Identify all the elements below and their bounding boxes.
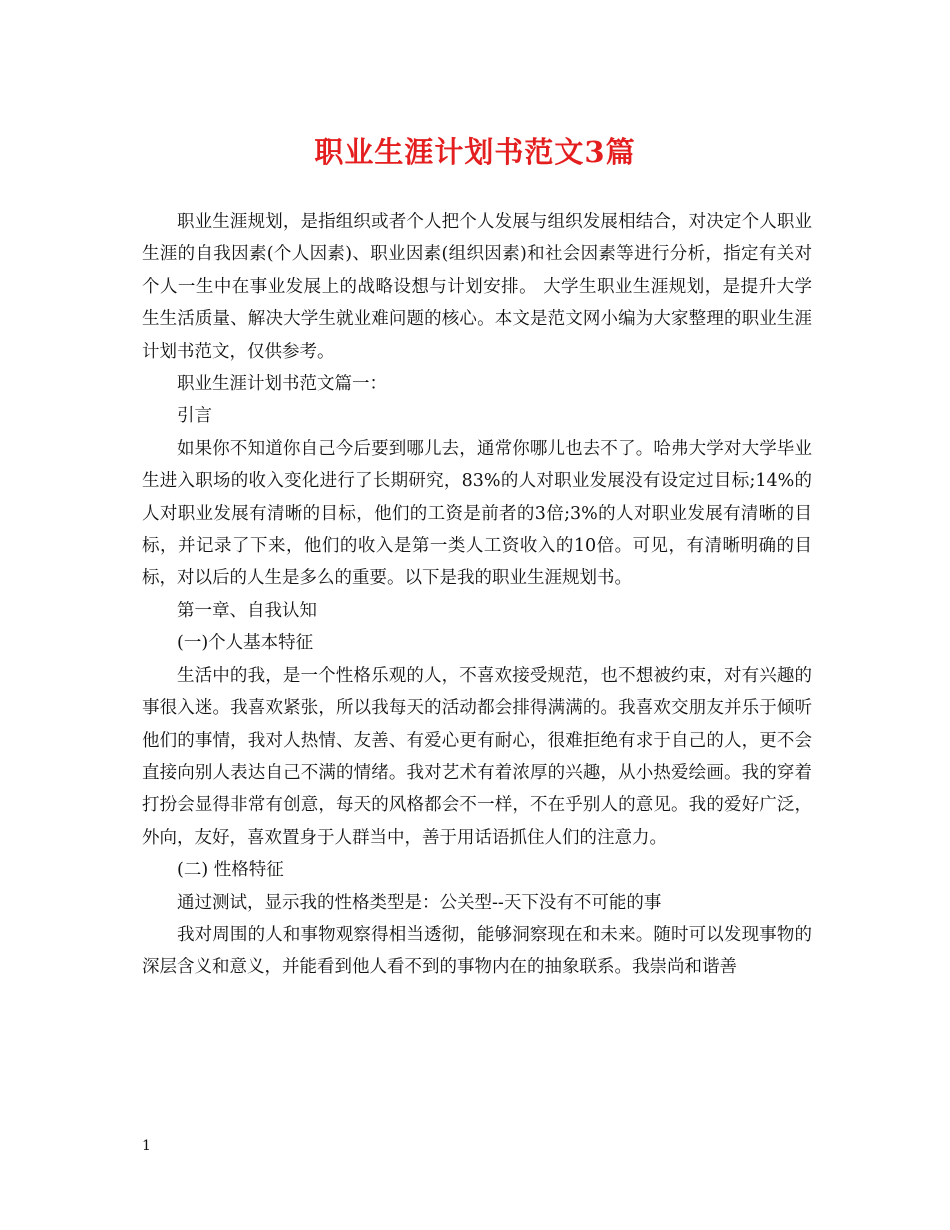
paragraph-observation: 我对周围的人和事物观察得相当透彻，能够洞察现在和未来。随时可以发现事物的深层含义和意义，并能看到他人看不到的事物内在的抽象联系。我崇尚和谐善	[142, 924, 812, 978]
paragraph-subheading-personality: (二) 性格特征	[177, 860, 284, 881]
page-number: 1	[142, 1138, 151, 1154]
paragraph-harvard-study: 如果你不知道你自己今后要到哪儿去，通常你哪儿也去不了。哈弗大学对大学毕业生进入职场的收入变化进行了长期研究，83%的人对职业发展没有设定过目标;14%的人对职业发展有清晰的目标，他们的工资是前者的3倍;3%的人对职业发展有清晰的目标，并记录了下来，他们的收入是第一类人工资收入的10倍。可见，有清晰明确的目标，对以后的人生是多么的重要。以下是我的职业生涯规划书。	[142, 438, 812, 589]
paragraph-section-heading: 职业生涯计划书范文篇一：	[177, 374, 387, 395]
document-body	[142, 206, 812, 984]
document-title: 职业生涯计划书范文3篇	[314, 135, 636, 169]
paragraph-test-result: 通过测试，显示我的性格类型是：公关型--天下没有不可能的事	[177, 892, 662, 913]
paragraph-chapter-heading: 第一章、自我认知	[177, 600, 317, 621]
paragraph-intro: 职业生涯规划，是指组织或者个人把个人发展与组织发展相结合，对决定个人职业生涯的自我因素(个人因素)、职业因素(组织因素)和社会因素等进行分析，指定有关对个人一生中在事业发展上的战略设想与计划安排。 大学生职业生涯规划，是提升大学生生活质量、解决大学生就业难问题的核心。本文是范文网小编为大家整理的职业生涯计划书范文，仅供参考。	[142, 212, 812, 362]
paragraph-personal-life: 生活中的我，是一个性格乐观的人，不喜欢接受规范，也不想被约束，对有兴趣的事很入迷。我喜欢紧张，所以我每天的活动都会排得满满的。我喜欢交朋友并乐于倾听他们的事情，我对人热情、友善、有爱心更有耐心，很难拒绝有求于自己的人，更不会直接向别人表达自己不满的情绪。我对艺术有着浓厚的兴趣，从小热爱绘画。我的穿着打扮会显得非常有创意，每天的风格都会不一样，不在乎别人的意见。我的爱好广泛，外向，友好，喜欢置身于人群当中，善于用话语抓住人们的注意力。	[142, 665, 812, 848]
paragraph-heading-intro: 引言	[177, 406, 212, 427]
paragraph-subheading-basic: (一)个人基本特征	[177, 633, 314, 654]
